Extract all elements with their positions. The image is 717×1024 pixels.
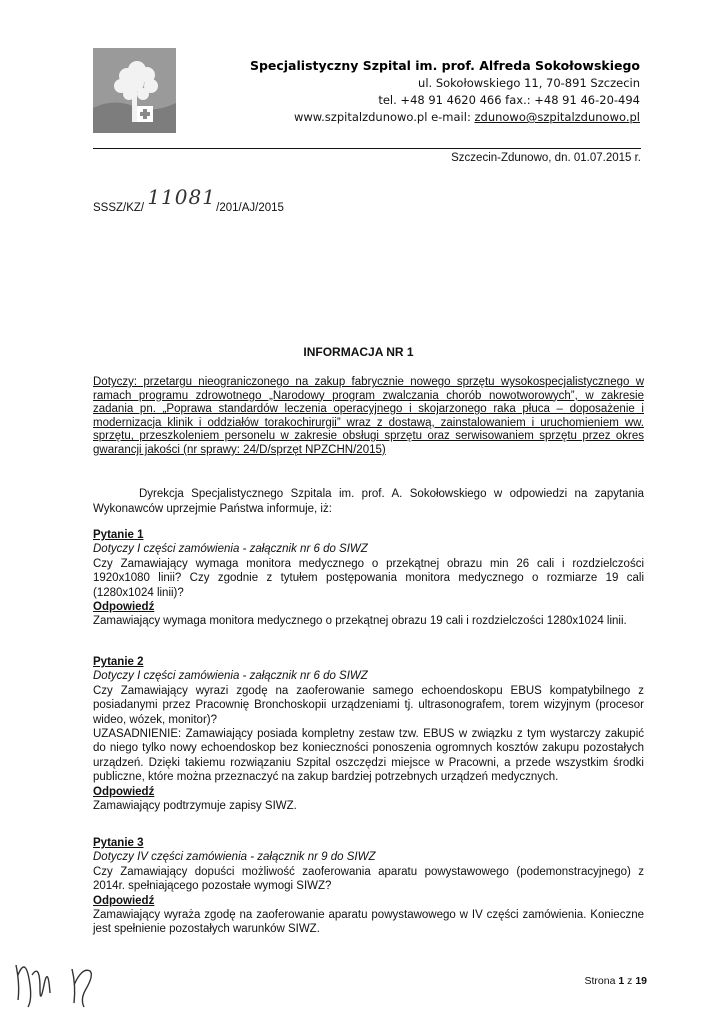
page-of: z — [627, 975, 633, 987]
org-address: ul. Sokołowskiego 11, 70-891 Szczecin — [418, 76, 640, 90]
answer-heading: Odpowiedź — [93, 894, 155, 907]
question-heading: Pytanie 3 — [93, 837, 144, 849]
page-label: Strona — [584, 975, 616, 987]
org-website[interactable]: www.szpitalzdunowo.pl — [293, 110, 428, 124]
org-name: Specjalistyczny Szpital im. prof. Alfreda Sokołowskiego — [249, 58, 640, 73]
tree-cross-logo-icon — [93, 48, 176, 133]
question-text: Czy Zamawiający wyrazi zgodę na zaoferowanie samego echoendoskopu EBUS kompatybilnego z posiadanymi przez Pracownię Bronchoskopii urządzeniami tj. ultrasonografem, torem wizyjnym (procesor wideo, wózek, monitor)? — [93, 684, 644, 726]
page-number: 1 — [618, 975, 625, 987]
answer-heading: Odpowiedź — [93, 601, 155, 614]
justification-text: UZASADNIENIE: Zamawiający posiada kompletny zestaw tzw. EBUS w związku z tym wystarczy zakupić do niego tylko nowy echoendoskop bez konieczności ponoszenia ogromnych kosztów zakupu pozostałych urządzeń. Dzięki takiemu rozwiązaniu Szpital oszczędzi miejsce w Pracowni, a przede wszystkim środki publiczne, które można przeznaczyć na zakup bardziej potrzebnych urządzeń medycznych. — [93, 728, 644, 784]
header-divider — [93, 148, 641, 149]
ref-suffix: /201/AJ/2015 — [216, 202, 284, 214]
answer-text: Zamawiający podtrzymuje zapisy SIWZ. — [93, 800, 297, 813]
page-footer — [585, 975, 647, 987]
question-block-2 — [93, 655, 644, 813]
document-title: INFORMACJA NR 1 — [303, 345, 414, 359]
ref-handwritten: 11081 — [147, 185, 216, 209]
email-label: e-mail: — [431, 110, 471, 124]
handwritten-signature — [10, 945, 110, 1015]
page-total: 19 — [635, 975, 647, 987]
org-contact — [250, 109, 640, 126]
question-text: Czy Zamawiający dopuści możliwość zaoferowania aparatu powystawowego (podemonstracyjnego) z 2014r. spełniającego pozostałe wymogi SIWZ? — [93, 865, 644, 893]
ref-handwritten-wrapper — [144, 185, 216, 216]
intro-paragraph — [93, 487, 644, 516]
answer-text: Zamawiający wyraża zgodę na zaoferowanie aparatu powystawowego w IV części zamówienia. Konieczne jest spełnienie pozostałych warunków SIWZ. — [93, 909, 644, 936]
org-header — [250, 56, 640, 126]
intro-text: Dyrekcja Specjalistycznego Szpitala im. prof. A. Sokołowskiego w odpowiedzi na zapytania Wykonawców uprzejmie Państwa informuje, iż: — [93, 488, 644, 515]
regarding-paragraph: Dotyczy: przetargu nieograniczonego na zakup fabrycznie nowego sprzętu wysokospecjalistycznego w ramach programu zdrowotnego „Narodowy program zwalczania chorób nowotworowych”, w zakresie zadania pn. „Poprawa standardów leczenia operacyjnego i skojarzonego raka płuca – doposażenie i modernizacja klinik i oddziałów torakochirurgii” wraz z dostawą, zainstalowaniem i uruchomieniem ww. sprzętu, przeszkoleniem personelu w zakresie obsługi sprzętu oraz serwisowaniem sprzętu przez okres gwarancji jakości (nr sprawy: 24/D/sprzęt NPZCHN/2015) — [93, 376, 644, 456]
answer-heading: Odpowiedź — [93, 785, 155, 798]
question-heading: Pytanie 1 — [93, 529, 144, 541]
question-subtitle: Dotyczy I części zamówienia - załącznik nr 6 do SIWZ — [93, 543, 368, 556]
reference-number — [93, 185, 284, 216]
question-text: Czy Zamawiający wymaga monitora medycznego o przekątnej obrazu min 26 cali i rozdzielczości 1920x1080 linii? Czy zgodnie z tytułem postępowania monitora medycznego o rozmiarze 19 cali (1280x1024 linii)? — [93, 557, 644, 599]
org-phone: tel. +48 91 4620 466 fax.: +48 91 46-20-494 — [378, 93, 640, 107]
question-subtitle: Dotyczy I części zamówienia - załącznik nr 6 do SIWZ — [93, 670, 368, 683]
question-heading: Pytanie 2 — [93, 656, 144, 668]
hospital-logo — [93, 48, 176, 133]
ref-prefix: SSSZ/KZ/ — [93, 202, 145, 214]
document-date: Szczecin-Zdunowo, dn. 01.07.2015 r. — [451, 152, 641, 164]
question-block-3 — [93, 836, 644, 937]
org-email-link[interactable]: zdunowo@szpitalzdunowo.pl — [474, 110, 640, 124]
question-block-1 — [93, 528, 644, 629]
answer-text: Zamawiający wymaga monitora medycznego o przekątnej obrazu 19 cali i rozdzielczości 1280x1024 linii. — [93, 615, 627, 628]
question-subtitle: Dotyczy IV części zamówienia - załącznik nr 9 do SIWZ — [93, 851, 376, 864]
